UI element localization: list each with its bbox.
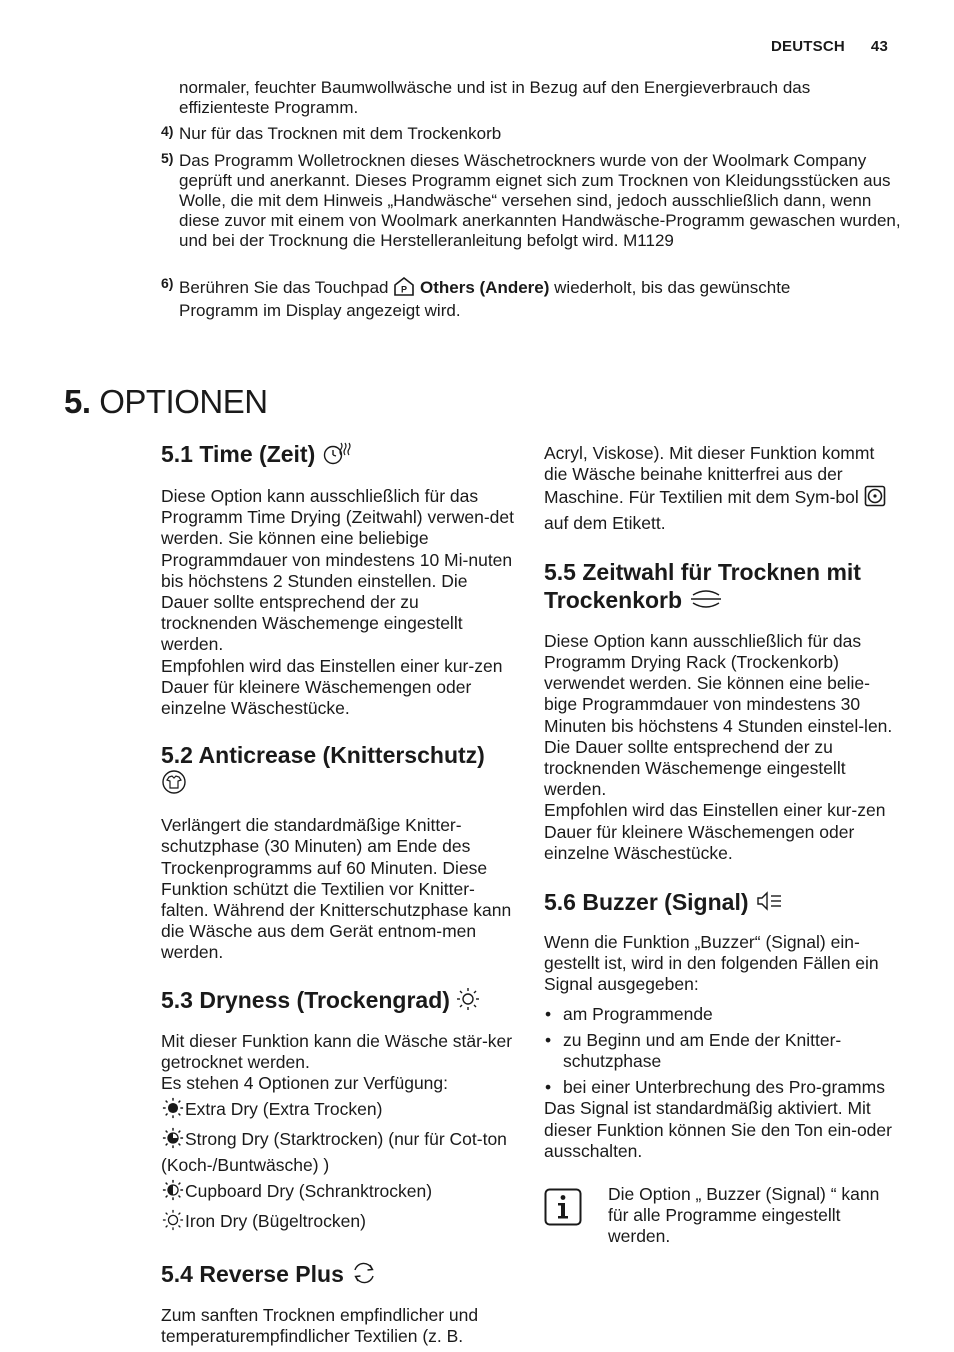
section-5-4-p1: Zum sanften Trocknen empfindlicher und temperaturempfindlicher Textilien (z. B. [161,1305,479,1347]
footnote-6-text [179,276,901,301]
section-title: Dryness (Trockengrad) [199,986,450,1013]
section-5-2-heading [161,741,516,801]
footnote-cont-line1: normaler, feuchter Baumwollwäsche und ist in Bezug auf den Energieverbrauch das [179,78,811,97]
footnote-6-bold: Others (Andere) [419,277,550,297]
dryness-option-label: Iron Dry (Bügeltrocken) [185,1211,366,1232]
page-number: 43 [870,38,888,55]
list-item: • bei einer Unterbrechung des Pro-gramms [544,1077,899,1098]
chapter-number: 5. [64,383,91,420]
right-column [544,443,899,1162]
page-header [771,38,888,55]
section-title-line1: Zeitwahl für Trocknen mit [582,558,861,585]
footnote-continuation [161,78,901,118]
left-column [161,440,516,1348]
section-title: Time (Zeit) [199,441,316,468]
dryness-option-iron [161,1209,516,1236]
section-5-1-heading [161,440,516,472]
dryness-option-cupboard [161,1179,516,1206]
section-5-5-p2: Empfohlen wird das Einstellen einer kur-zen Dauer für kleinere Wäschemengen oder einzelne Wäschestücke. [544,800,886,863]
section-5-4-heading [161,1260,516,1291]
footnote-6 [161,276,901,321]
section-5-6-heading [544,888,899,918]
dryness-option-label: Cupboard Dry (Schranktrocken) [185,1181,433,1202]
list-item: • am Programmende [544,1004,899,1025]
footnote-6-after: wiederholt, bis das gewünschte [554,277,791,297]
time-steam-icon [322,440,352,472]
chapter-name: OPTIONEN [99,383,268,420]
header-language: DEUTSCH [771,38,845,55]
section-5-4-cont-before: Acryl, Viskose). Mit dieser Funktion kommt die Wäsche beinahe knitterfrei aus der Maschine. Für Textilien mit dem Sym-bol [544,443,875,508]
anticrease-shirt-icon [161,769,187,801]
section-5-3-heading [161,986,516,1017]
section-title: Buzzer (Signal) [582,888,749,915]
dryness-option-label: Extra Dry (Extra Trocken) [185,1099,383,1120]
sun-full-icon [161,1097,185,1124]
section-number: 5.3 [161,986,193,1013]
section-title: Reverse Plus [199,1261,344,1288]
footnote-5-mark: 5) [161,150,174,166]
section-5-1-p1: Diese Option kann ausschließlich für das Programm Time Drying (Zeitwahl) verwen-det werden. Sie können eine beliebige Programmdauer von mindestens 10 Mi-nuten bis höchstens 2 Stunden einstellen. Die Dauer sollte entsprechend der zu trocknenden Wäschemenge eingestellt werden. [161,486,515,655]
section-5-3-p1: Mit dieser Funktion kann die Wäsche stär-ker getrocknet werden. [161,1030,513,1072]
footnote-4 [161,124,901,144]
footnote-4-text: Nur für das Trocknen mit dem Trockenkorb [179,124,502,143]
info-text: Die Option „ Buzzer (Signal) “ kann für alle Programme eingestellt werden. [608,1184,880,1247]
section-5-1-p2: Empfohlen wird das Einstellen einer kur-zen Dauer für kleinere Wäschemengen oder einzelne Wäschestücke. [161,655,503,719]
sun-outline-icon [161,1209,185,1236]
info-icon [544,1188,582,1226]
section-5-6-p1: Wenn die Funktion „Buzzer“ (Signal) ein-gestellt ist, wird in den folgenden Fällen ein Signal ausgegeben: [544,931,879,995]
sun-half-icon [161,1179,185,1206]
section-5-6-p2: Das Signal ist standardmäßig aktiviert. Mit dieser Funktion können Sie den Ton ein-oder ausschalten. [544,1098,892,1161]
section-5-2-p1: Verlängert die standardmäßige Knitter-schutzphase (30 Minuten) am Ende des Trockenprogramms auf 60 Minuten. Diese Funktion schützt die Textilien vor Knitter-falten. Während der Knitterschutzphase kann die Wäsche aus dem Gerät entnom-men werden. [161,815,512,963]
buzzer-speaker-icon [755,890,783,918]
section-title-line2: Trockenkorb [544,586,683,613]
tumble-dry-care-icon [864,485,886,512]
section-number: 5.4 [161,1261,193,1288]
footnote-4-mark: 4) [161,123,174,139]
section-number: 5.1 [161,441,193,468]
section-5-4-p1-cont [544,443,899,534]
footnote-cont-line2: effizienteste Programm. [179,98,359,117]
sun-three-quarter-icon [161,1127,185,1154]
chapter-title [64,383,268,421]
section-number: 5.2 [161,742,193,769]
section-5-4-cont-after: auf dem Etikett. [544,512,666,533]
list-item: • zu Beginn und am Ende der Knitter-schutzphase [544,1030,899,1072]
footnote-6-mark: 6) [161,275,174,291]
section-number: 5.6 [544,888,576,915]
svg-text:P: P [401,284,408,295]
footnote-5-text: Das Programm Wolletrocknen dieses Wäschetrockners wurde von der Woolmark Company geprüft und anerkannt. Dieses Programm eignet sich zum Trocknen von Kleidungsstücken aus Wolle, die mit dem Hinweis „Handwäsche“ versehen sind, jedoch ausschließlich dann, wenn diese zuvor mit einem von Woolmark anerkannten Handwäsche-Programm gewaschen wurden, und bei der Trocknung die Herstelleranleitung befolgt wird. M1129 [179,151,901,250]
others-touchpad-icon [393,276,415,301]
dryness-option-label: Strong Dry (Starktrocken) (nur für Cot-ton (Koch-/Buntwäsche) ) [161,1129,507,1175]
sun-outline-icon [456,987,480,1017]
section-5-5-heading [544,558,899,617]
dryness-option-extra [161,1097,516,1124]
section-number: 5.5 [544,558,576,585]
drying-rack-icon [688,587,724,617]
section-5-5-p1: Diese Option kann ausschließlich für das Programm Drying Rack (Trockenkorb) verwendet werden. Sie können eine belie-bige Programmdauer von mindestens 30 Minuten bis höchstens 4 Stunden einstel-len. Die Dauer sollte entsprechend der zu trocknenden Wäschemenge eingestellt werden. [544,630,893,800]
reverse-arrows-icon [350,1261,378,1291]
footnote-6-line2: Programm im Display angezeigt wird. [179,301,461,320]
section-5-3-p2: Es stehen 4 Optionen zur Verfügung: [161,1072,448,1093]
footnote-6-before: Berühren Sie das Touchpad [179,277,389,297]
dryness-option-strong [161,1127,516,1175]
buzzer-list [544,1004,899,1099]
footnote-5 [161,151,901,251]
section-title: Anticrease (Knitterschutz) [198,742,485,769]
